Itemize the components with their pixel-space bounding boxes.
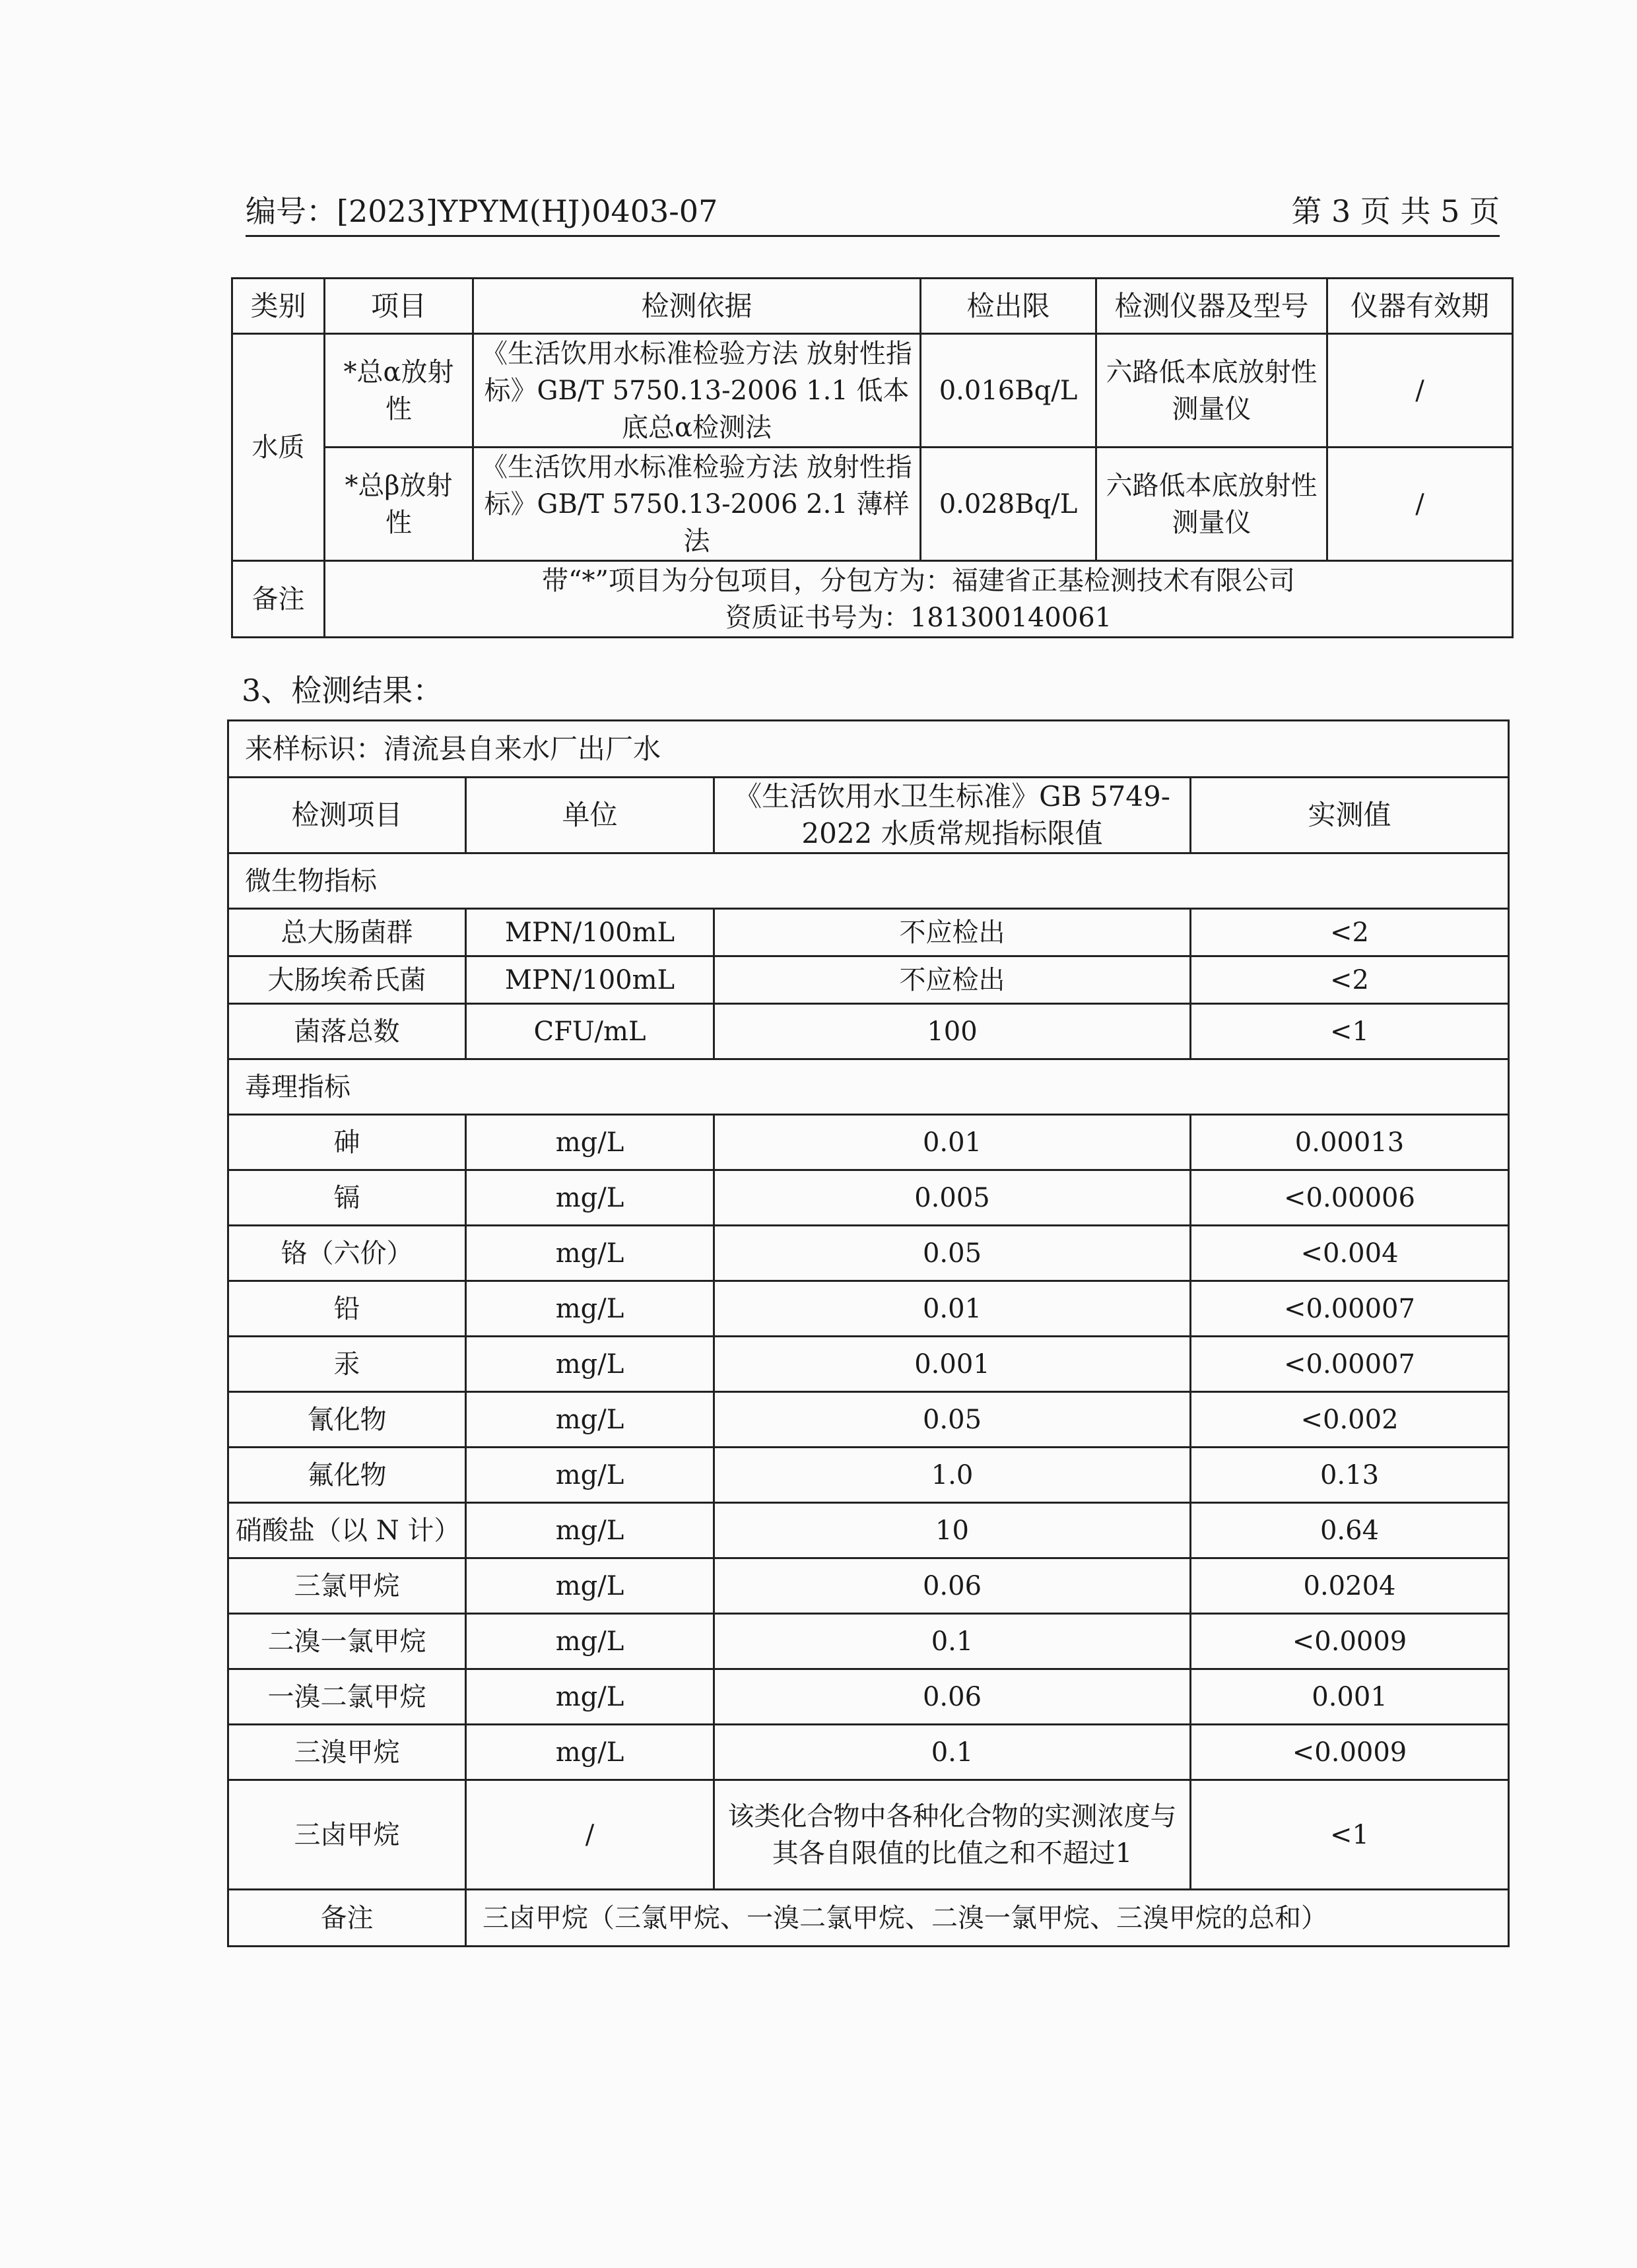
table-row: [228, 1614, 1509, 1669]
value-cell: <1: [1191, 1780, 1509, 1890]
value-cell: <0.00007: [1191, 1337, 1509, 1392]
item-cell: *总β放射性: [325, 448, 473, 561]
value-cell: <0.0009: [1191, 1725, 1509, 1780]
value-cell: 0.00013: [1191, 1115, 1509, 1170]
method-header-row: [232, 279, 1513, 334]
limit-cell: 0.06: [714, 1558, 1191, 1614]
table-row: [228, 1448, 1509, 1503]
group-row: [228, 853, 1509, 909]
remark-line-2: 资质证书号为：181300140061: [725, 602, 1112, 633]
table-row: [228, 1503, 1509, 1558]
col-standard-limit: 《生活饮用水卫生标准》GB 5749-2022 水质常规指标限值: [714, 778, 1191, 853]
value-cell: <0.0009: [1191, 1614, 1509, 1669]
limit-cell: 0.016Bq/L: [921, 334, 1096, 448]
table-row: [228, 1780, 1509, 1890]
page-header: [246, 189, 1500, 237]
col-category: 类别: [232, 279, 325, 334]
limit-cell: 0.06: [714, 1669, 1191, 1725]
table-row: [228, 1226, 1509, 1281]
validity-cell: /: [1327, 448, 1513, 561]
col-measured-value: 实测值: [1191, 778, 1509, 853]
table-row: [228, 1558, 1509, 1614]
table-row: [228, 1004, 1509, 1059]
item-cell: 一溴二氯甲烷: [228, 1669, 466, 1725]
table-row: [228, 956, 1509, 1004]
limit-cell: 0.05: [714, 1226, 1191, 1281]
method-remark-row: [232, 561, 1513, 638]
unit-cell: mg/L: [466, 1448, 714, 1503]
category-cell: 水质: [232, 334, 325, 561]
table-row: [228, 1725, 1509, 1780]
report-number: 编号：[2023]YPYM(HJ)0403-07: [246, 193, 718, 229]
item-cell: 汞: [228, 1337, 466, 1392]
unit-cell: mg/L: [466, 1170, 714, 1226]
table-row: [228, 1337, 1509, 1392]
item-cell: 氟化物: [228, 1448, 466, 1503]
group-toxicology: 毒理指标: [228, 1059, 1509, 1115]
limit-cell: 100: [714, 1004, 1191, 1059]
remark-line-1: 带“*”项目为分包项目，分包方为：福建省正基检测技术有限公司: [542, 565, 1295, 596]
remark-text: [325, 561, 1513, 638]
col-instrument: 检测仪器及型号: [1096, 279, 1327, 334]
item-cell: 三卤甲烷: [228, 1780, 466, 1890]
item-cell: 菌落总数: [228, 1004, 466, 1059]
limit-cell: 1.0: [714, 1448, 1191, 1503]
group-microbial: 微生物指标: [228, 853, 1509, 909]
value-cell: <0.004: [1191, 1226, 1509, 1281]
value-cell: <0.00006: [1191, 1170, 1509, 1226]
table-row: [228, 1281, 1509, 1337]
unit-cell: mg/L: [466, 1725, 714, 1780]
value-cell: <0.00007: [1191, 1281, 1509, 1337]
col-item: 项目: [325, 279, 473, 334]
instrument-cell: 六路低本底放射性测量仪: [1096, 448, 1327, 561]
value-cell: 0.64: [1191, 1503, 1509, 1558]
table-row: [228, 909, 1509, 956]
validity-cell: /: [1327, 334, 1513, 448]
value-cell: 0.13: [1191, 1448, 1509, 1503]
limit-cell: 不应检出: [714, 956, 1191, 1004]
value-cell: 0.001: [1191, 1669, 1509, 1725]
limit-cell: 该类化合物中各种化合物的实测浓度与其各自限值的比值之和不超过1: [714, 1780, 1191, 1890]
item-cell: 铬（六价）: [228, 1226, 466, 1281]
item-cell: *总α放射性: [325, 334, 473, 448]
unit-cell: mg/L: [466, 1558, 714, 1614]
value-cell: <1: [1191, 1004, 1509, 1059]
item-cell: 砷: [228, 1115, 466, 1170]
item-cell: 镉: [228, 1170, 466, 1226]
remark-label: 备注: [232, 561, 325, 638]
item-cell: 二溴一氯甲烷: [228, 1614, 466, 1669]
item-cell: 铅: [228, 1281, 466, 1337]
limit-cell: 0.1: [714, 1614, 1191, 1669]
unit-cell: mg/L: [466, 1226, 714, 1281]
col-test-item: 检测项目: [228, 778, 466, 853]
item-cell: 大肠埃希氏菌: [228, 956, 466, 1004]
limit-cell: 0.05: [714, 1392, 1191, 1448]
col-limit: 检出限: [921, 279, 1096, 334]
limit-cell: 0.01: [714, 1115, 1191, 1170]
basis-cell: 《生活饮用水标准检验方法 放射性指标》GB/T 5750.13-2006 2.1 薄样法: [473, 448, 921, 561]
limit-cell: 0.001: [714, 1337, 1191, 1392]
item-cell: 三溴甲烷: [228, 1725, 466, 1780]
table-row: [228, 1669, 1509, 1725]
value-cell: <2: [1191, 956, 1509, 1004]
unit-cell: mg/L: [466, 1281, 714, 1337]
value-cell: <2: [1191, 909, 1509, 956]
group-row: [228, 1059, 1509, 1115]
basis-cell: 《生活饮用水标准检验方法 放射性指标》GB/T 5750.13-2006 1.1 低本底总α检测法: [473, 334, 921, 448]
instrument-cell: 六路低本底放射性测量仪: [1096, 334, 1327, 448]
col-basis: 检测依据: [473, 279, 921, 334]
limit-cell: 10: [714, 1503, 1191, 1558]
section-title: 3、检测结果：: [242, 673, 444, 708]
value-cell: <0.002: [1191, 1392, 1509, 1448]
sample-label: 来样标识：清流县自来水厂出厂水: [228, 721, 1509, 778]
sample-row: [228, 721, 1509, 778]
unit-cell: mg/L: [466, 1115, 714, 1170]
results-table: [227, 719, 1510, 1947]
item-cell: 硝酸盐（以 N 计）: [228, 1503, 466, 1558]
results-header-row: [228, 778, 1509, 853]
results-remark-row: [228, 1890, 1509, 1947]
unit-cell: mg/L: [466, 1614, 714, 1669]
limit-cell: 不应检出: [714, 909, 1191, 956]
unit-cell: mg/L: [466, 1669, 714, 1725]
limit-cell: 0.028Bq/L: [921, 448, 1096, 561]
method-row: [232, 334, 1513, 448]
method-table: [231, 277, 1514, 638]
table-row: [228, 1170, 1509, 1226]
unit-cell: MPN/100mL: [466, 909, 714, 956]
col-unit: 单位: [466, 778, 714, 853]
remark-text: 三卤甲烷（三氯甲烷、一溴二氯甲烷、二溴一氯甲烷、三溴甲烷的总和）: [466, 1890, 1509, 1947]
limit-cell: 0.1: [714, 1725, 1191, 1780]
page-info: 第 3 页 共 5 页: [1291, 193, 1500, 229]
item-cell: 总大肠菌群: [228, 909, 466, 956]
limit-cell: 0.01: [714, 1281, 1191, 1337]
col-validity: 仪器有效期: [1327, 279, 1513, 334]
remark-label: 备注: [228, 1890, 466, 1947]
unit-cell: mg/L: [466, 1503, 714, 1558]
limit-cell: 0.005: [714, 1170, 1191, 1226]
item-cell: 氰化物: [228, 1392, 466, 1448]
unit-cell: mg/L: [466, 1337, 714, 1392]
table-row: [228, 1115, 1509, 1170]
table-row: [228, 1392, 1509, 1448]
value-cell: 0.0204: [1191, 1558, 1509, 1614]
unit-cell: /: [466, 1780, 714, 1890]
unit-cell: MPN/100mL: [466, 956, 714, 1004]
unit-cell: CFU/mL: [466, 1004, 714, 1059]
unit-cell: mg/L: [466, 1392, 714, 1448]
item-cell: 三氯甲烷: [228, 1558, 466, 1614]
method-row: [232, 448, 1513, 561]
